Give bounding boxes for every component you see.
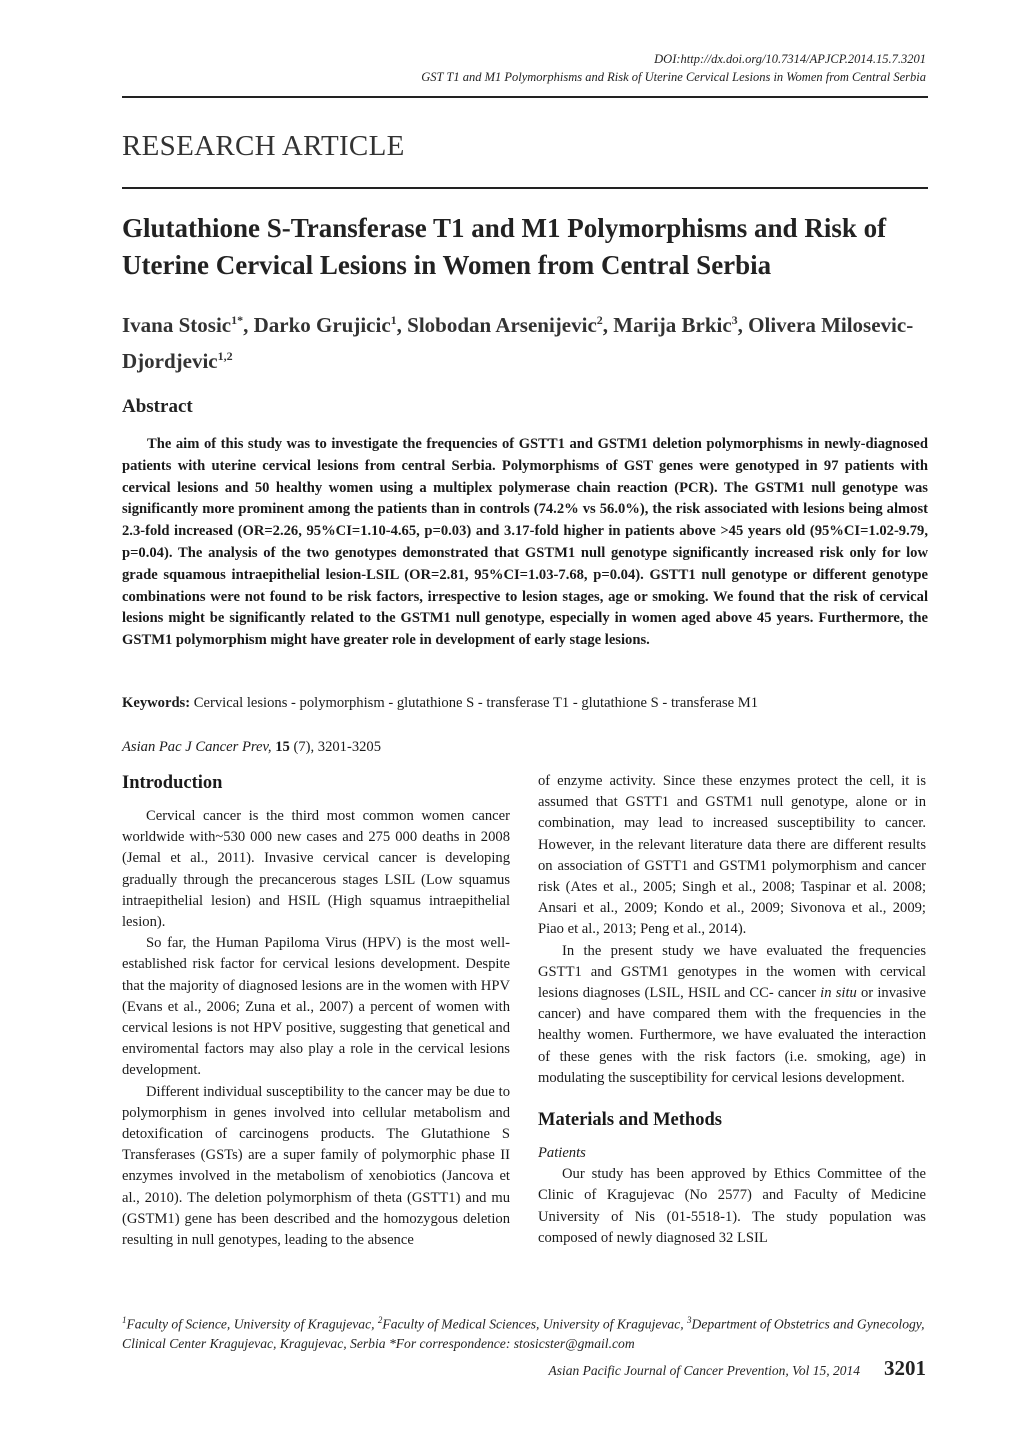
author-name: Marija Brkic	[613, 313, 732, 337]
keywords-label: Keywords:	[122, 695, 191, 711]
body-paragraph	[538, 941, 926, 1089]
citation	[122, 737, 381, 757]
present-study-text: or invasive cancer) and have compared them with the frequencies in the healthy women. Furthermore, we have evaluated the interaction of these genes with the risk factors (i.e. smoking, age) in modulating the susceptibility for cervical lesions development.	[538, 985, 926, 1086]
page-footer	[549, 1356, 926, 1381]
article-type: RESEARCH ARTICLE	[122, 130, 405, 162]
header-rule	[122, 96, 928, 98]
keywords-text: Cervical lesions - polymorphism - glutathione S - transferase T1 - glutathione S - transferase M1	[193, 695, 759, 711]
body-paragraph: of enzyme activity. Since these enzymes protect the cell, it is assumed that GSTT1 and GSTM1 null genotype, alone or in combination, may lead to increased susceptibility to cancer. However, in the relevant literature data there are different results on association of GSTT1 and GSTM1 polymorphism and cancer risk (Ates et al., 2005; Singh et al., 2008; Taspinar et al. 2008; Ansari et al., 2009; Kondo et al., 2009; Sivonova et al., 2009; Piao et al., 2013; Peng et al., 2014).	[538, 773, 926, 938]
author-affiliation-mark: 1,2	[217, 349, 233, 363]
affiliation-mark: 1	[122, 1315, 127, 1325]
body-paragraph: Different individual susceptibility to the cancer may be due to polymorphism in genes involved into cellular metabolism and detoxification of carcinogens products. The Glutathione S Transferases (GSTs) are a super family of polymorphic phase II enzymes involved in the metabolism of xenobiotics (Jancova et al., 2010). The deletion polymorphism of theta (GSTT1) and mu (GSTM1) gene has been described and the homozygous deletion resulting in null genotypes, leading to the absence	[122, 1083, 510, 1249]
left-column	[122, 770, 510, 1251]
affiliation-text: Faculty of Science, University of Kragujevac,	[126, 1316, 378, 1332]
author-separator: ,	[396, 313, 408, 337]
methods-heading: Materials and Methods	[538, 1110, 722, 1131]
page-number: 3201	[884, 1356, 926, 1380]
affiliation-text: Faculty of Medical Sciences, University of Kragujevac,	[382, 1316, 688, 1332]
affiliation-text: Department of Obstetrics and Gynecology, Clinical Center Kragujevac, Kragujevac, Serbia	[122, 1316, 925, 1352]
abstract-text: The aim of this study was to investigate the frequencies of GSTT1 and GSTM1 deletion polymorphisms in newly-diagnosed patients with uterine cervical lesions from central Serbia. Polymorphisms of GST genes were genotyped in 97 patients with cervical lesions and 50 healthy women using a multiplex polymerase chain reaction (PCR). The GSTM1 null genotype was significantly more prominent among the patients than in controls (74.2% vs 56.0%), the risk associated with lesions being almost 2.3-fold increased (OR=2.26, 95%CI=1.10-4.65, p=0.03) and 3.17-fold higher in patients above >45 years old (95%CI=1.02-9.79, p=0.04). The analysis of the two genotypes demonstrated that GSTM1 null genotype significantly increased risk only for low grade squamous intraepithelial lesion-LSIL (OR=2.81, 95%CI=1.03-7.68, p=0.04). GSTT1 null genotype or different genotype combinations were not found to be risk factors, irrespective to lesion stages, age or smoking. We found that the risk of cervical lesions might be significantly related to the GSTM1 null genotype, especially in women aged above 45 years. Furthermore, the GSTM1 polymorphism might have greater role in development of early stage lesions.	[122, 436, 928, 649]
author-separator: ,	[243, 313, 254, 337]
author-name: Slobodan Arsenijevic	[407, 313, 597, 337]
citation-issue-pages: (7), 3201-3205	[293, 739, 382, 755]
right-column	[538, 771, 926, 1249]
patients-subheading: Patients	[538, 1145, 586, 1162]
author-list	[122, 305, 932, 377]
author-separator: ,	[602, 313, 614, 337]
author-name: Olivera Milosevic-Djordjevic	[122, 313, 914, 373]
running-title: GST T1 and M1 Polymorphisms and Risk of Uterine Cervical Lesions in Women from Central Serbia	[421, 70, 926, 84]
affiliations-footnote	[122, 1311, 928, 1354]
title-rule	[122, 187, 928, 189]
running-header	[421, 50, 926, 86]
body-paragraph: So far, the Human Papiloma Virus (HPV) is the most well-established risk factor for cervical lesions development. Despite that the majority of diagnosed lesions are in the women with HPV (Evans et al., 2006; Zuna et al., 2007) a percent of women with cervical lesions is not HPV positive, suggesting that genetical and enviromental factors may also play a role in the cervical lesions development.	[122, 935, 510, 1079]
author-affiliation-mark: 1	[390, 313, 397, 327]
italic-term: in situ	[820, 985, 857, 1002]
author-affiliation-mark: 2	[596, 313, 603, 327]
author-name: Darko Grujicic	[253, 313, 391, 337]
author-affiliation-mark: 3	[731, 313, 738, 327]
footer-journal: Asian Pacific Journal of Cancer Prevention, Vol 15, 2014	[548, 1363, 860, 1378]
citation-volume: 15	[275, 739, 290, 755]
keywords	[122, 693, 928, 713]
author-affiliation-mark: 1*	[231, 313, 244, 327]
citation-journal: Asian Pac J Cancer Prev,	[122, 739, 272, 755]
doi-link[interactable]: DOI:http://dx.doi.org/10.7314/APJCP.2014.15.7.3201	[654, 52, 926, 66]
author-name: Ivana Stosic	[122, 313, 232, 337]
affiliation-mark: 3	[687, 1315, 692, 1325]
present-study-text: In the present study we have evaluated the frequencies GSTT1 and GSTM1 genotypes in the women with cervical lesions diagnoses (LSIL, HSIL and CC- cancer	[538, 942, 926, 1002]
affiliation-mark: 2	[377, 1315, 383, 1325]
author-separator: ,	[737, 313, 749, 337]
paper-title: Glutathione S-Transferase T1 and M1 Polymorphisms and Risk of Uterine Cervical Lesions in Women from Central Serbia	[122, 213, 887, 280]
introduction-heading: Introduction	[122, 773, 223, 793]
body-paragraph: Our study has been approved by Ethics Committee of the Clinic of Kragujevac (No 2577) and Faculty of Medicine University of Nis (01-5518-1). The study population was composed of newly diagnosed 32 LSIL	[538, 1166, 926, 1246]
abstract-heading: Abstract	[122, 396, 193, 417]
correspondence-email[interactable]: *For correspondence: stosicster@gmail.com	[388, 1336, 635, 1352]
body-paragraph: Cervical cancer is the third most common women cancer worldwide with~530 000 new cases and 275 000 deaths in 2008 (Jemal et al., 2011). Invasive cervical cancer is developing gradually through the precancerous stages LSIL (Low squamus intraepithelial lesion) and HSIL (High squamus intraepithelial lesion).	[122, 808, 510, 931]
